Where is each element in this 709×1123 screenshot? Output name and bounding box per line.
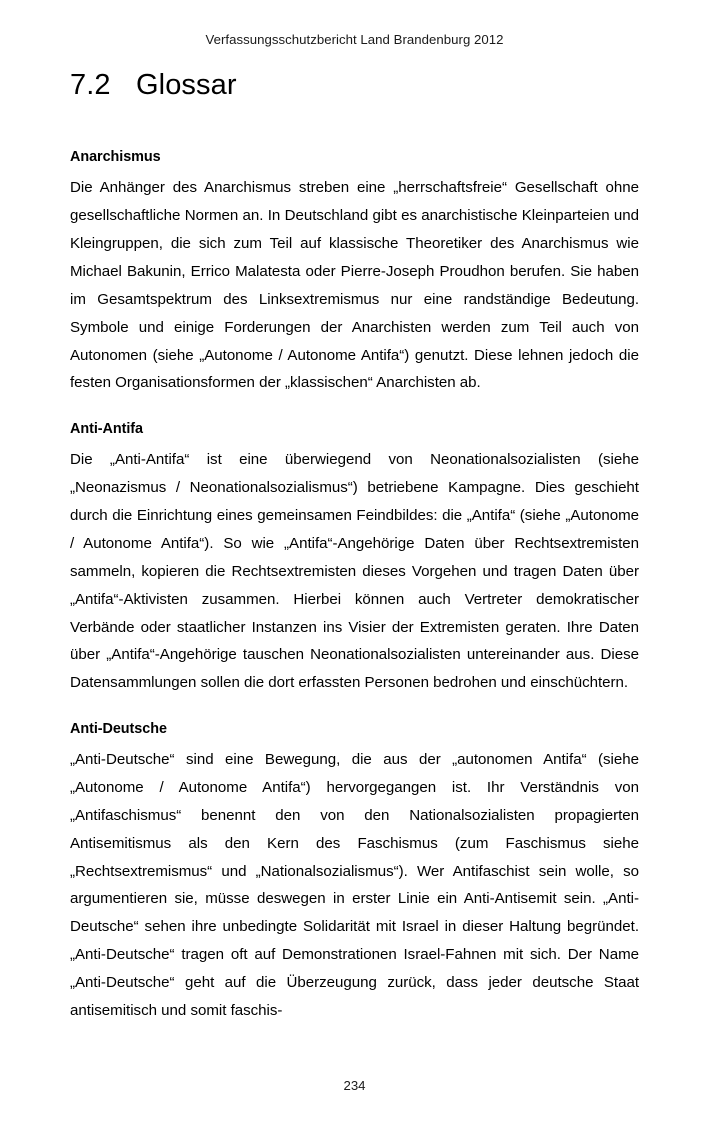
glossary-definition: „Anti-Deutsche“ sind eine Bewegung, die aus der „autonomen Antifa“ (siehe „Autonome / Autonome Antifa“) hervorgegangen ist. Ihr Verständnis von „Antifaschismus“ benennt den von den Nationalsozialisten propagierten Antisemitismus als den Kern des Faschismus (zum Faschismus siehe „Rechtsextremismus“ und „Nationalsozialismus“). Wer Antifaschist sein wolle, so argumentieren sie, müsse deswegen in erster Linie ein Anti-Antisemit sein. „Anti-Deutsche“ sehen ihre unbedingte Solidarität mit Israel in dieser Haltung begründet. „Anti-Deutsche“ tragen oft auf Demonstrationen Israel-Fahnen mit sich. Der Name „Anti-Deutsche“ geht auf die Überzeugung zurück, dass jeder deutsche Staat antisemitisch und somit faschis- <box>70 750 639 1020</box>
glossary-term: Anti-Deutsche <box>70 721 167 738</box>
glossary-entry <box>70 420 639 697</box>
glossary-entry <box>70 720 639 1025</box>
running-head: Verfassungsschutzbericht Land Brandenburg 2012 <box>205 32 504 47</box>
page-content <box>70 68 639 1025</box>
glossary-entry <box>70 148 639 397</box>
chapter-title-text: Glossar <box>136 69 237 101</box>
page-title <box>70 68 639 103</box>
glossary-definition: Die Anhänger des Anarchismus streben eine „herrschaftsfreie“ Gesellschaft ohne gesellschaftliche Normen an. In Deutschland gibt es anarchistische Kleinparteien und Kleingruppen, die sich zum Teil auf klassische Theoretiker des Anarchismus wie Michael Bakunin, Errico Malatesta oder Pierre-Joseph Proudhon berufen. Sie haben im Gesamtspektrum des Linksextremismus nur eine randständige Bedeutung. Symbole und einige Forderungen der Anarchisten werden zum Teil auch von Autonomen (siehe „Autonome / Autonome Antifa“) genutzt. Diese lehnen jedoch die festen Organisationsformen der „klassischen“ Anarchisten ab. <box>70 179 639 392</box>
glossary-definition: Die „Anti-Antifa“ ist eine überwiegend von Neonationalsozialisten (siehe „Neonazismus / Neonationalsozialismus“) betriebene Kampagne. Dies geschieht durch die Einrichtung eines gemeinsamen Feindbildes: die „Antifa“ (siehe „Autonome / Autonome Antifa“). So wie „Antifa“-Angehörige Daten über Rechtsextremisten sammeln, kopieren die Rechtsextremisten dieses Vorgehen und tragen Daten über „Antifa“-Aktivisten zusammen. Hierbei können auch Vertreter demokratischer Verbände oder staatlicher Instanzen ins Visier der Extremisten geraten. Ihre Daten über „Antifa“-Angehörige tauschen Neonationalsozialisten untereinander aus. Diese Datensammlungen sollen die dort erfassten Personen bedrohen und einschüchtern. <box>70 451 639 692</box>
chapter-number: 7.2 <box>70 69 111 101</box>
glossary-entries <box>70 148 639 1025</box>
page-number: 234 <box>343 1078 366 1093</box>
glossary-term: Anti-Antifa <box>70 421 143 438</box>
glossary-term: Anarchismus <box>70 149 161 166</box>
